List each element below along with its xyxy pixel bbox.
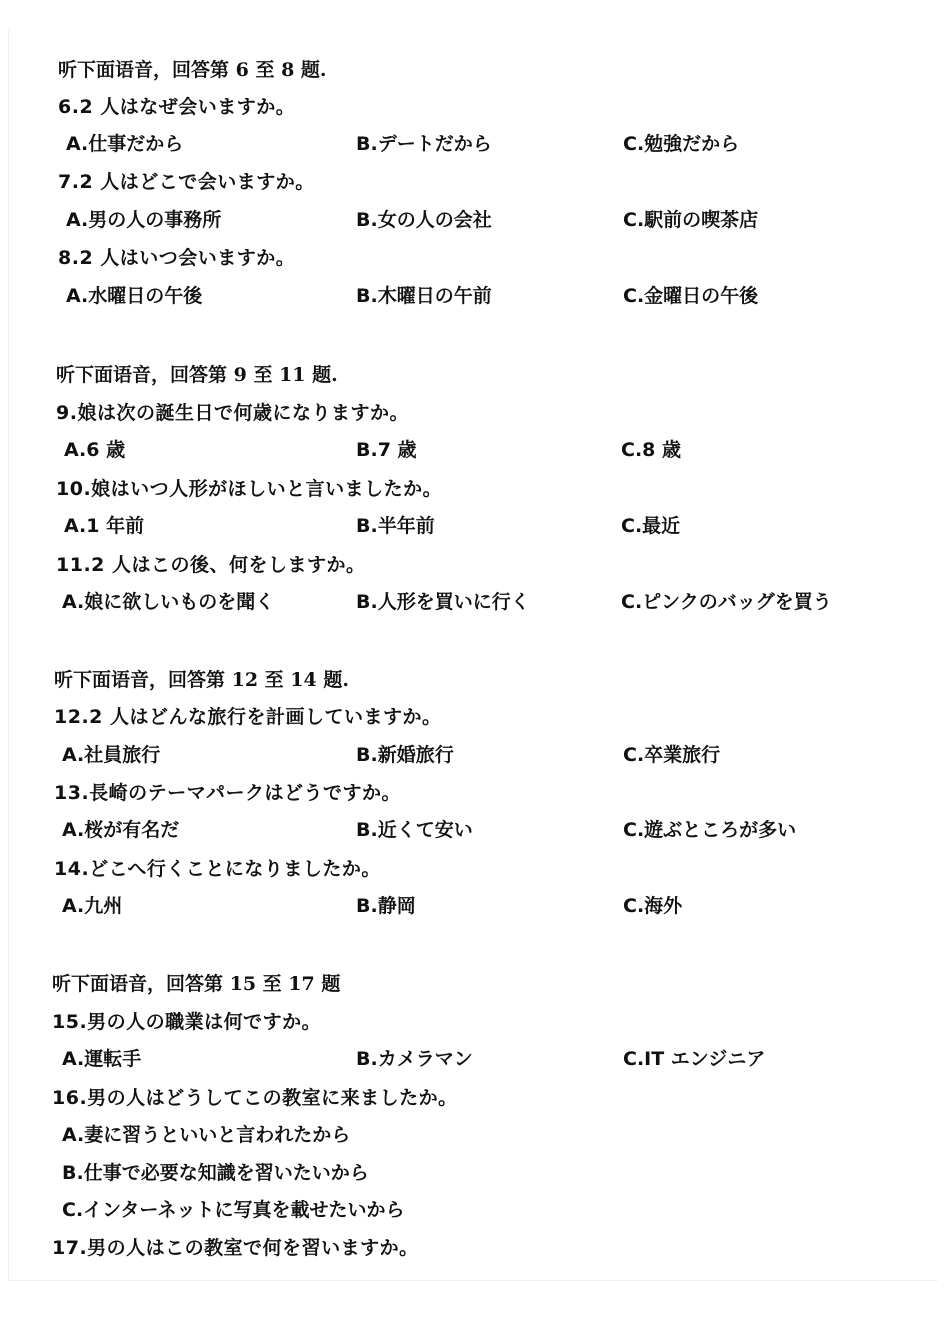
option-b: B.近くて安い bbox=[356, 819, 473, 841]
option-c: C.遊ぶところが多い bbox=[623, 819, 797, 841]
option-c: C.8 歳 bbox=[621, 439, 681, 461]
option-b: B.デートだから bbox=[356, 133, 492, 155]
option-a: A.妻に習うといいと言われたから bbox=[62, 1124, 351, 1146]
option-b: B.女の人の会社 bbox=[356, 209, 492, 231]
option-a: A.娘に欲しいものを聞く bbox=[62, 591, 275, 613]
question-6: 6.2 人はなぜ会いますか。 bbox=[58, 96, 296, 118]
option-a: A.桜が有名だ bbox=[62, 819, 180, 841]
scan-edge bbox=[8, 30, 9, 1280]
option-c: C.インターネットに写真を載せたいから bbox=[62, 1199, 405, 1221]
question-8: 8.2 人はいつ会いますか。 bbox=[58, 247, 296, 269]
section-header: 听下面语音，回答第 9 至 11 题. bbox=[56, 364, 338, 386]
option-c: C.卒業旅行 bbox=[623, 744, 721, 766]
option-a: A.水曜日の午後 bbox=[66, 285, 203, 307]
option-c: C.IT エンジニア bbox=[623, 1048, 766, 1070]
option-b: B.半年前 bbox=[356, 515, 435, 537]
section-header: 听下面语音，回答第 12 至 14 题. bbox=[54, 669, 349, 691]
option-c: C.ピンクのバッグを買う bbox=[621, 591, 832, 613]
option-b: B.木曜日の午前 bbox=[356, 285, 492, 307]
question-10: 10.娘はいつ人形がほしいと言いましたか。 bbox=[56, 478, 443, 500]
scan-edge-bottom bbox=[8, 1280, 938, 1281]
option-a: A.仕事だから bbox=[66, 133, 184, 155]
question-14: 14.どこへ行くことになりましたか。 bbox=[54, 858, 381, 880]
option-c: C.金曜日の午後 bbox=[623, 285, 759, 307]
option-c: C.海外 bbox=[623, 895, 683, 917]
option-a: A.社員旅行 bbox=[62, 744, 161, 766]
option-c: C.最近 bbox=[621, 515, 681, 537]
option-b: B.カメラマン bbox=[356, 1048, 473, 1070]
option-b: B.新婚旅行 bbox=[356, 744, 454, 766]
question-9: 9.娘は次の誕生日で何歳になりますか。 bbox=[56, 402, 409, 424]
question-16: 16.男の人はどうしてこの教室に来ましたか。 bbox=[52, 1087, 458, 1109]
question-12: 12.2 人はどんな旅行を計画していますか。 bbox=[54, 706, 442, 728]
option-a: A.6 歳 bbox=[64, 439, 126, 461]
option-b: B.仕事で必要な知識を習いたいから bbox=[62, 1162, 369, 1184]
section-header: 听下面语音，回答第 15 至 17 题 bbox=[52, 973, 341, 995]
option-b: B.7 歳 bbox=[356, 439, 417, 461]
option-a: A.九州 bbox=[62, 895, 123, 917]
option-c: C.駅前の喫茶店 bbox=[623, 209, 759, 231]
question-17: 17.男の人はこの教室で何を習いますか。 bbox=[52, 1237, 419, 1259]
option-a: A.1 年前 bbox=[64, 515, 145, 537]
option-a: A.運転手 bbox=[62, 1048, 142, 1070]
option-b: B.人形を買いに行く bbox=[356, 591, 530, 613]
question-7: 7.2 人はどこで会いますか。 bbox=[58, 171, 315, 193]
section-header: 听下面语音，回答第 6 至 8 题. bbox=[58, 59, 327, 81]
option-b: B.静岡 bbox=[356, 895, 416, 917]
question-15: 15.男の人の職業は何ですか。 bbox=[52, 1011, 322, 1033]
question-13: 13.長崎のテーマパークはどうですか。 bbox=[54, 782, 401, 804]
question-11: 11.2 人はこの後、何をしますか。 bbox=[56, 554, 366, 576]
option-c: C.勉強だから bbox=[623, 133, 740, 155]
option-a: A.男の人の事務所 bbox=[66, 209, 222, 231]
